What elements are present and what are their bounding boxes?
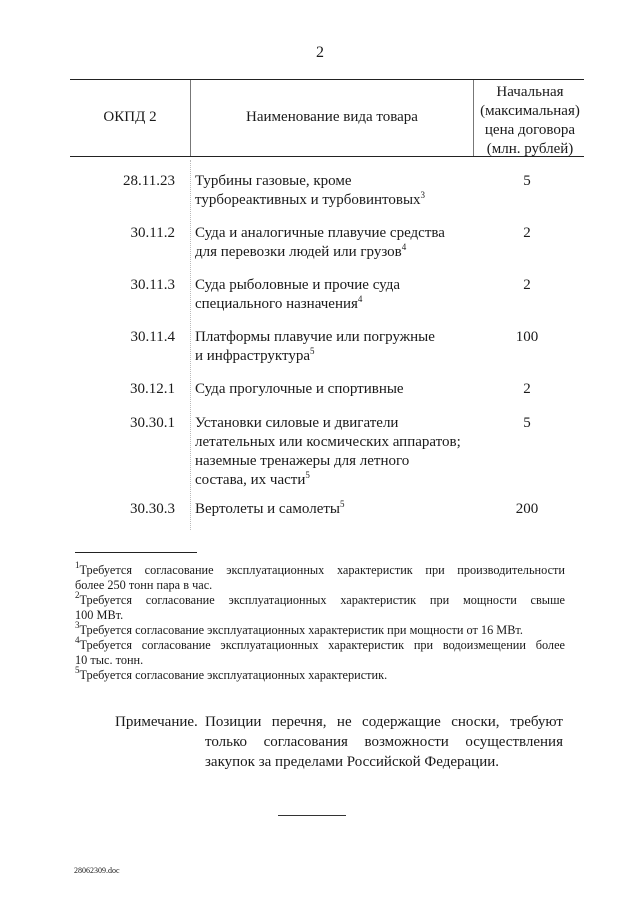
- footnote-1: [75, 560, 565, 593]
- footnote-number: 1: [75, 560, 80, 570]
- row-name: [195, 500, 475, 519]
- footnote-3: [75, 620, 565, 638]
- note-line: только согласования возможности осуществления: [205, 734, 563, 750]
- footnote-2: [75, 590, 565, 623]
- row-price: 5: [523, 415, 531, 431]
- end-rule: [278, 815, 346, 816]
- footnote-ref: 5: [310, 346, 315, 356]
- footnote-number: 3: [75, 620, 80, 630]
- footnote-text: Требуется согласование эксплуатационных характеристик.: [79, 668, 388, 682]
- row-price: 2: [523, 277, 531, 293]
- row-name-line: наземные тренажеры для летного: [195, 453, 410, 469]
- footnote-separator: [75, 552, 197, 553]
- row-price: 2: [523, 225, 531, 241]
- row-name: [195, 380, 475, 399]
- row-code: 30.11.4: [130, 329, 175, 345]
- header-price-line: (максимальная): [480, 103, 580, 119]
- footnote-ref: 5: [305, 470, 310, 480]
- row-name-line: Вертолеты и самолеты: [195, 501, 340, 517]
- row-name: [195, 276, 475, 314]
- row-name-line: специального назначения: [195, 296, 358, 312]
- footnote-number: 4: [75, 635, 80, 645]
- footnote-ref: 5: [340, 499, 345, 509]
- row-name-line: Турбины газовые, кроме: [195, 173, 352, 189]
- row-code: 30.11.3: [130, 277, 175, 293]
- footnote-ref: 4: [401, 242, 407, 252]
- row-price: 5: [523, 173, 531, 189]
- row-price: 100: [515, 329, 539, 345]
- row-name-line: Платформы плавучие или погружные: [195, 329, 435, 345]
- note-label: Примечание.: [115, 714, 198, 730]
- row-code: 30.11.2: [130, 225, 175, 241]
- footnote-text: Требуется согласование эксплуатационных характеристик при мощности от 16 МВт.: [79, 623, 523, 637]
- row-name-line: Суда рыболовные и прочие суда: [195, 277, 401, 293]
- file-name: 28062309.doc: [74, 866, 120, 875]
- row-name-line: Суда и аналогичные плавучие средства: [195, 225, 445, 241]
- footnote-number: 5: [75, 665, 80, 675]
- footnote-ref: 3: [420, 190, 426, 200]
- footnote-5: [75, 665, 565, 683]
- footnote-text: более 250 тонн пара в час.: [75, 578, 213, 592]
- row-name-line: Суда прогулочные и спортивные: [195, 381, 404, 397]
- footnote-text: 100 МВт.: [75, 608, 124, 622]
- header-name: Наименование вида товара: [246, 109, 418, 125]
- note-line: закупок за пределами Российской Федерации.: [205, 754, 500, 770]
- header-price: [474, 83, 586, 159]
- row-name-line: для перевозки людей или грузов: [195, 244, 402, 260]
- header-code: ОКПД 2: [103, 109, 157, 125]
- row-code: 30.12.1: [130, 381, 175, 397]
- footnote-text: Требуется согласование эксплуатационных характеристик при водоизмещении более: [79, 638, 565, 652]
- row-name-line: летательных или космических аппаратов;: [195, 434, 461, 450]
- footnote-text: Требуется согласование эксплуатационных характеристик при мощности свыше: [79, 593, 565, 607]
- row-name: [195, 414, 475, 490]
- column-divider-dotted: [190, 160, 192, 530]
- footnote-ref: 4: [357, 294, 363, 304]
- row-name-line: турбореактивных и турбовинтовых: [195, 192, 421, 208]
- header-price-line: (млн. рублей): [486, 141, 574, 157]
- row-code: 30.30.1: [130, 415, 175, 431]
- header-price-line: цена договора: [484, 122, 576, 138]
- note-text: [205, 712, 563, 772]
- row-name-line: состава, их части: [195, 472, 306, 488]
- row-name: [195, 172, 475, 210]
- row-name: [195, 224, 475, 262]
- footnote-text: 10 тыс. тонн.: [75, 653, 144, 667]
- footnote-text: Требуется согласование эксплуатационных характеристик при производительности: [79, 563, 565, 577]
- row-name-line: Установки силовые и двигатели: [195, 415, 399, 431]
- footnote-4: [75, 635, 565, 668]
- header-price-line: Начальная: [496, 84, 564, 100]
- row-name: [195, 328, 475, 366]
- table-top-rule: [70, 79, 584, 80]
- footnote-number: 2: [75, 590, 80, 600]
- row-code: 28.11.23: [123, 173, 175, 189]
- row-price: 2: [523, 381, 531, 397]
- row-code: 30.30.3: [130, 501, 175, 517]
- row-name-line: и инфраструктура: [195, 348, 311, 364]
- note-line: Позиции перечня, не содержащие сноски, требуют: [205, 714, 563, 730]
- page-number: 2: [316, 44, 324, 61]
- row-price: 200: [515, 501, 539, 517]
